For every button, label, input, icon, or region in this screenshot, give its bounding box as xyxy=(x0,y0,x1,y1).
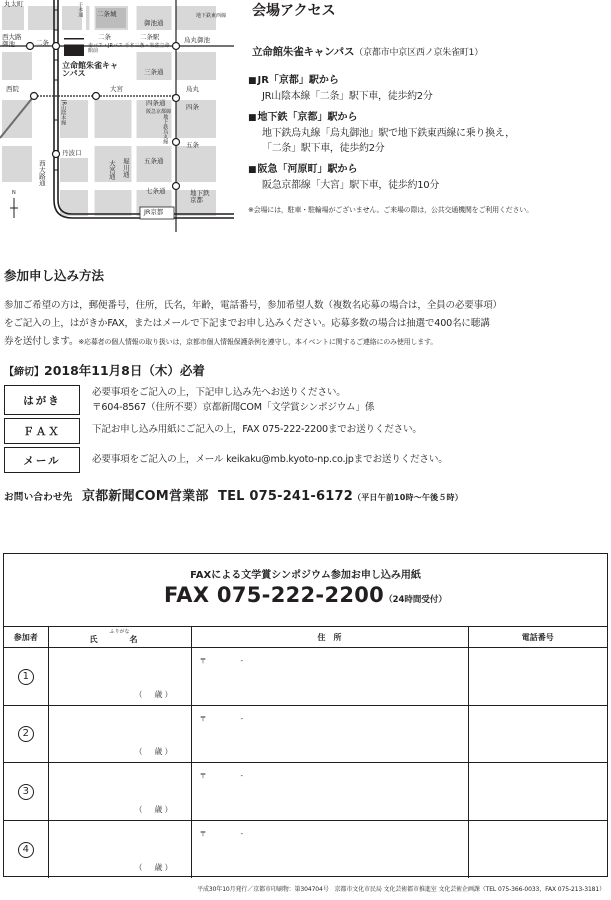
venue-address: （京都市中京区西ノ京朱雀町1） xyxy=(354,48,483,58)
map-label-nijo: 二条 xyxy=(98,33,111,41)
map-label-sanjo: 三条通 xyxy=(144,68,164,76)
route-body: JR山陰本線「二条」駅下車，徒歩約2分 xyxy=(262,91,433,102)
access-note: ※会場には，駐車・駐輪場がございません。ご来場の際は，公共交通機関をご利用ください。 xyxy=(248,206,533,214)
map-label-senbon: 千本通 xyxy=(77,2,84,17)
route-head: ■ 阪急「河原町」駅から xyxy=(248,162,610,178)
zip-dash: - xyxy=(240,714,244,723)
zip-mark: 〒 xyxy=(199,657,207,665)
form-header-row xyxy=(4,627,607,648)
map-label-gojo-dori: 五条通 xyxy=(144,157,164,165)
phone-cell[interactable] xyxy=(468,820,607,878)
privacy-note: ※応募者の個人情報の取り扱いは，京都市個人情報保護条例を遵守し，本イベントに関するご連絡にのみ使用します。 xyxy=(78,338,438,346)
phone-cell[interactable] xyxy=(468,705,607,763)
map-label-marutamachi: 丸太町 xyxy=(4,0,24,8)
zip-dash: - xyxy=(240,829,244,838)
header-participant: 参加者 xyxy=(4,627,48,648)
map-label-shijo-st: 四条 xyxy=(186,103,199,111)
zip-field xyxy=(200,771,244,781)
route-body: 地下鉄烏丸線「烏丸御池」駅で地下鉄東西線に乗り換え， xyxy=(262,128,515,139)
zip-mark: 〒 xyxy=(199,714,207,723)
map-label-karasuma: 烏丸 xyxy=(186,85,199,93)
name-cell[interactable] xyxy=(48,820,191,878)
map-label-nijo-station: 二条 xyxy=(36,39,49,47)
map-label-tozai: 地下鉄東西線 xyxy=(196,13,227,19)
form-row xyxy=(4,705,607,763)
map-label-tanbaguchi: 丹波口 xyxy=(62,149,82,157)
method-label-fax: ＦＡＸ xyxy=(4,418,80,444)
apply-text-line: をご記入の上，はがきかFAX，またはメールで下記までお申し込みください。応募多数の場合は抽選で400名に聴講 xyxy=(4,318,490,329)
method-label-postcard: はがき xyxy=(4,385,80,415)
map-label-horikawa: 堀川通 xyxy=(121,158,130,178)
row-number xyxy=(4,763,48,821)
map-label-north: N xyxy=(12,190,16,196)
route-body: 「二条」駅下車，徒歩約2分 xyxy=(262,143,385,154)
access-map xyxy=(0,0,234,232)
route-hankyu xyxy=(248,162,610,193)
map-label-nishioji: 西大路通 xyxy=(37,160,46,186)
header-name-label: 氏 名 xyxy=(89,635,150,644)
zip-field xyxy=(200,829,244,839)
name-cell[interactable] xyxy=(48,763,191,821)
row-number-circle: 4 xyxy=(18,842,34,858)
row-number-circle: 2 xyxy=(18,726,34,742)
method-line: 〒604-8567（住所不要）京都新聞COM「文学賞シンポジウム」係 xyxy=(92,402,375,413)
map-label-jr-sanin: JR山陰本線 xyxy=(60,100,67,125)
header-furigana: ふりがな xyxy=(109,629,130,635)
apply-text-line: 参加ご希望の方は，郵便番号，住所，氏名，年齢，電話番号，参加希望人数（複数名応募の場合は，全員の必要事項） xyxy=(4,300,502,311)
map-label-hankyu: 阪急京都線 xyxy=(146,109,172,115)
row-number-circle: 1 xyxy=(18,669,34,685)
contact-tel: TEL 075-241-6172 xyxy=(218,489,354,504)
method-label-email: メール xyxy=(4,447,80,473)
row-number xyxy=(4,820,48,878)
map-label-gojo: 五条 xyxy=(186,141,199,149)
map-label-nijojo: 二条城 xyxy=(97,10,117,18)
row-number xyxy=(4,705,48,763)
map-label-omiya: 大宮 xyxy=(110,85,123,93)
apply-title: 参加申し込み方法 xyxy=(4,268,105,283)
map-label-karasuma-line: 地下鉄烏丸線 xyxy=(162,114,169,144)
zip-dash: - xyxy=(240,772,244,780)
venue-name xyxy=(252,44,610,59)
form-table xyxy=(4,626,607,878)
phone-cell[interactable] xyxy=(468,763,607,821)
route-jr xyxy=(248,73,610,104)
row-number xyxy=(4,648,48,706)
form-fax-number: FAX 075-222-2200 xyxy=(164,583,385,607)
address-cell[interactable] xyxy=(191,705,468,763)
form-row xyxy=(4,820,607,878)
apply-text xyxy=(4,297,608,351)
name-cell[interactable] xyxy=(48,648,191,706)
apply-text-line xyxy=(4,333,608,351)
map-label-omiya-dori: 大宮通 xyxy=(107,160,116,180)
form-fax xyxy=(4,583,607,607)
map-label-oike: 御池通 xyxy=(144,19,164,27)
map-label-jr-kyoto: JR京都 xyxy=(144,208,164,216)
age-field: （ 歳） xyxy=(134,862,175,872)
access-title: 会場アクセス xyxy=(252,3,336,19)
access-section xyxy=(248,0,610,215)
name-cell[interactable] xyxy=(48,705,191,763)
method-desc: 必要事項をご記入の上，メール keikaku@mb.kyoto-np.co.jpまでお送りください。 xyxy=(92,454,448,465)
deadline-tag: 【締切】 xyxy=(4,367,44,378)
contact-label: お問い合わせ先 xyxy=(4,492,73,503)
fax-form xyxy=(3,553,608,877)
header-address: 住 所 xyxy=(191,627,468,648)
row-number-circle: 3 xyxy=(18,784,34,800)
map-label-shichijo: 七条通 xyxy=(146,187,166,195)
zip-mark: 〒 xyxy=(199,829,207,838)
map-label-shijo: 四条通 xyxy=(146,99,166,107)
route-head: ■ JR「京都」駅から xyxy=(248,73,610,89)
apply-text-end: 券を送付します。 xyxy=(4,336,79,347)
address-cell[interactable] xyxy=(191,648,468,706)
method-desc xyxy=(92,385,374,415)
deadline-date: 2018年11月8日（木）必着 xyxy=(44,363,205,378)
zip-mark: 〒 xyxy=(199,772,207,780)
venue-label: 立命館朱雀キャンパス xyxy=(252,46,355,58)
zip-field xyxy=(200,656,244,666)
zip-dash: - xyxy=(240,657,244,665)
map-label-karasuma-oike: 烏丸御池 xyxy=(184,36,210,44)
route-body: 阪急京都線「大宮」駅下車，徒歩約10分 xyxy=(262,180,440,191)
contact-org: 京都新聞COM営業部 xyxy=(82,489,209,504)
method-fax xyxy=(4,418,608,444)
header-name xyxy=(48,627,191,648)
map-label-bus: 市バス・JRバス 千本三条・朱雀立命館前 xyxy=(88,43,170,55)
age-field: （ 歳） xyxy=(134,747,175,756)
map-label-nijo-eki: 二条駅 xyxy=(140,33,160,41)
form-row xyxy=(4,648,607,706)
phone-cell[interactable] xyxy=(468,648,607,706)
map-label-venue: 立命館朱雀キャンパス xyxy=(62,61,118,79)
header-phone: 電話番号 xyxy=(468,627,607,648)
map-label-nishioji-oike: 西大路御池 xyxy=(2,33,22,48)
zip-field xyxy=(200,714,244,724)
form-title: FAXによる文学賞シンポジウム参加お申し込み用紙 xyxy=(190,570,421,581)
address-cell[interactable] xyxy=(191,820,468,878)
form-fax-note: （24時間受付） xyxy=(384,595,447,605)
apply-section xyxy=(4,266,608,504)
age-field: （ 歳） xyxy=(134,689,175,699)
route-subway xyxy=(248,110,610,156)
method-email xyxy=(4,447,608,473)
route-head: ■ 地下鉄「京都」駅から xyxy=(248,110,610,126)
deadline xyxy=(4,361,608,379)
method-desc: 下記お申し込み用紙にご記入の上，FAX 075-222-2200までお送りください。 xyxy=(92,424,422,435)
age-field: （ 歳） xyxy=(134,804,175,814)
map-label-kyoto-chika: 地下鉄京都 xyxy=(190,189,210,204)
footer: 平成30年10月発行／京都市印刷物：第304704号 京都市文化市民局 文化芸術都市推進室 文化芸術企画課（TEL 075-366-0033，FAX 075-213-3181） xyxy=(197,886,605,893)
contact xyxy=(4,485,608,504)
method-postcard xyxy=(4,385,608,415)
contact-hours: （平日午前10時～午後５時） xyxy=(353,493,463,502)
address-cell[interactable] xyxy=(191,763,468,821)
form-row xyxy=(4,763,607,821)
method-line: 必要事項をご記入の上，下記申し込み先へお送りください。 xyxy=(92,387,346,398)
map-label-sai-in: 西院 xyxy=(6,85,19,93)
